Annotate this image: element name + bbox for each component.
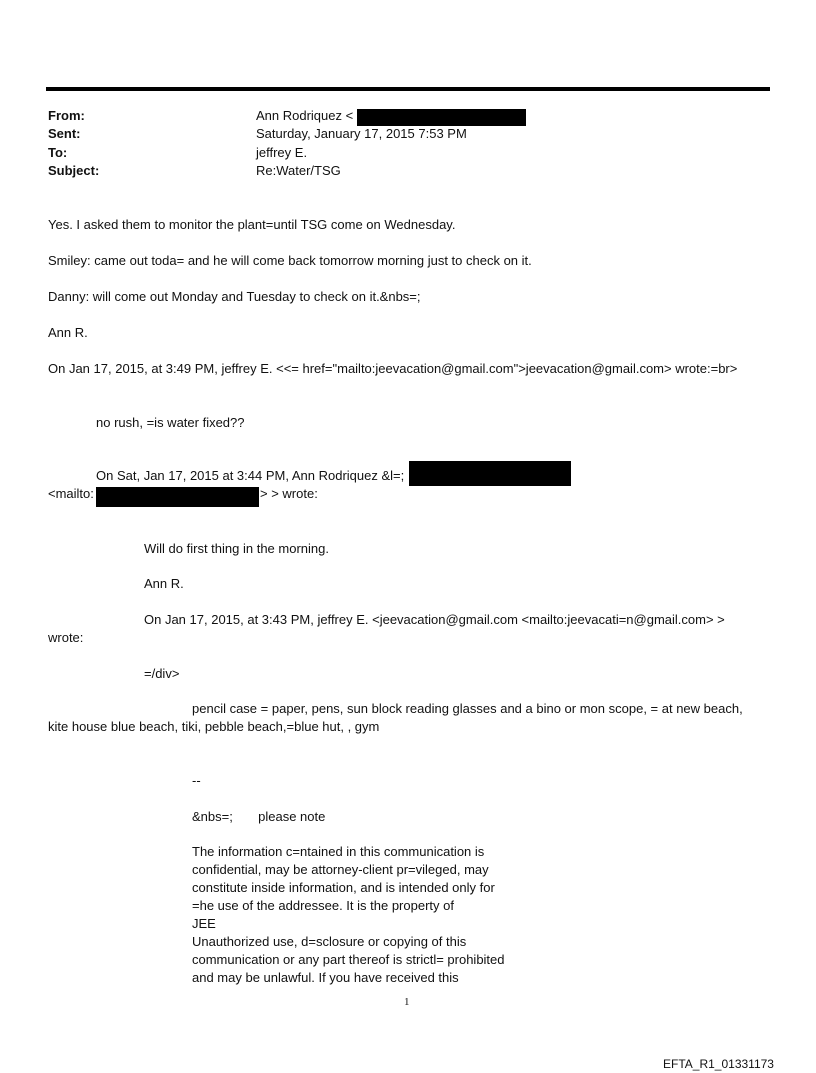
to-label: To:: [48, 145, 68, 160]
signature-2: Ann R.: [144, 576, 184, 591]
quote-2-text: Will do first thing in the morning.: [144, 541, 329, 556]
disclaimer-line: =he use of the addressee. It is the property of: [192, 898, 454, 913]
body-line-1: Yes. I asked them to monitor the plant=until TSG come on Wednesday.: [48, 217, 456, 232]
disclaimer-line: Unauthorized use, d=sclosure or copying of this: [192, 934, 467, 949]
subject-value: Re:Water/TSG: [256, 163, 341, 178]
page-number: 1: [404, 996, 410, 1008]
to-value: jeffrey E.: [256, 145, 308, 160]
quote-1-text: no rush, =is water fixed??: [96, 415, 245, 430]
nbsp-note: &nbs=; please note: [192, 809, 326, 824]
disclaimer-line: The information c=ntained in this communication is: [192, 844, 485, 859]
quote-2-header-b-start: <mailto:: [48, 486, 94, 501]
pencil-line-1: pencil case = paper, pens, sun block reading glasses and a bino or mon scope, = at new beach,: [192, 701, 743, 716]
quote-1-header: On Jan 17, 2015, at 3:49 PM, jeffrey E. <<= href="mailto:jeevacation@gmail.com">jeevacation@gmail.com> wrote:=br>: [48, 361, 738, 376]
pencil-line-2: kite house blue beach, tiki, pebble beach,=blue hut, , gym: [48, 719, 380, 734]
redaction-box-quote-2-b: [96, 487, 259, 507]
body-line-3: Danny: will come out Monday and Tuesday to check on it.&nbs=;: [48, 289, 421, 304]
body-line-2: Smiley: came out toda= and he will come back tomorrow morning just to check on it.: [48, 253, 532, 268]
disclaimer-line: constitute inside information, and is intended only for: [192, 880, 495, 895]
quote-3-header-b: wrote:: [48, 630, 84, 645]
sent-value: Saturday, January 17, 2015 7:53 PM: [256, 126, 467, 141]
quote-2-header-b-end: > > wrote:: [260, 486, 318, 501]
subject-label: Subject:: [48, 163, 100, 178]
bates-id: EFTA_R1_01331173: [663, 1057, 774, 1071]
redaction-box-quote-2-a: [409, 461, 571, 486]
signature-dashes: --: [192, 773, 201, 788]
header-rule: [46, 87, 770, 91]
sent-label: Sent:: [48, 126, 81, 141]
disclaimer-line: and may be unlawful. If you have received this: [192, 970, 459, 985]
disclaimer-line: communication or any part thereof is strictl= prohibited: [192, 952, 505, 967]
from-label: From:: [48, 108, 85, 123]
signature-1: Ann R.: [48, 325, 88, 340]
quote-2-header-a: On Sat, Jan 17, 2015 at 3:44 PM, Ann Rodriquez &l=;: [96, 468, 405, 483]
disclaimer-line: JEE: [192, 916, 216, 931]
disclaimer-line: confidential, may be attorney-client pr=vileged, may: [192, 862, 489, 877]
from-value: Ann Rodriquez <: [256, 108, 354, 123]
redaction-box-from: [357, 109, 526, 126]
div-close-text: =/div>: [144, 666, 180, 681]
quote-3-header-a: On Jan 17, 2015, at 3:43 PM, jeffrey E. <jeevacation@gmail.com <mailto:jeevacati=n@gmail.com> >: [144, 612, 725, 627]
